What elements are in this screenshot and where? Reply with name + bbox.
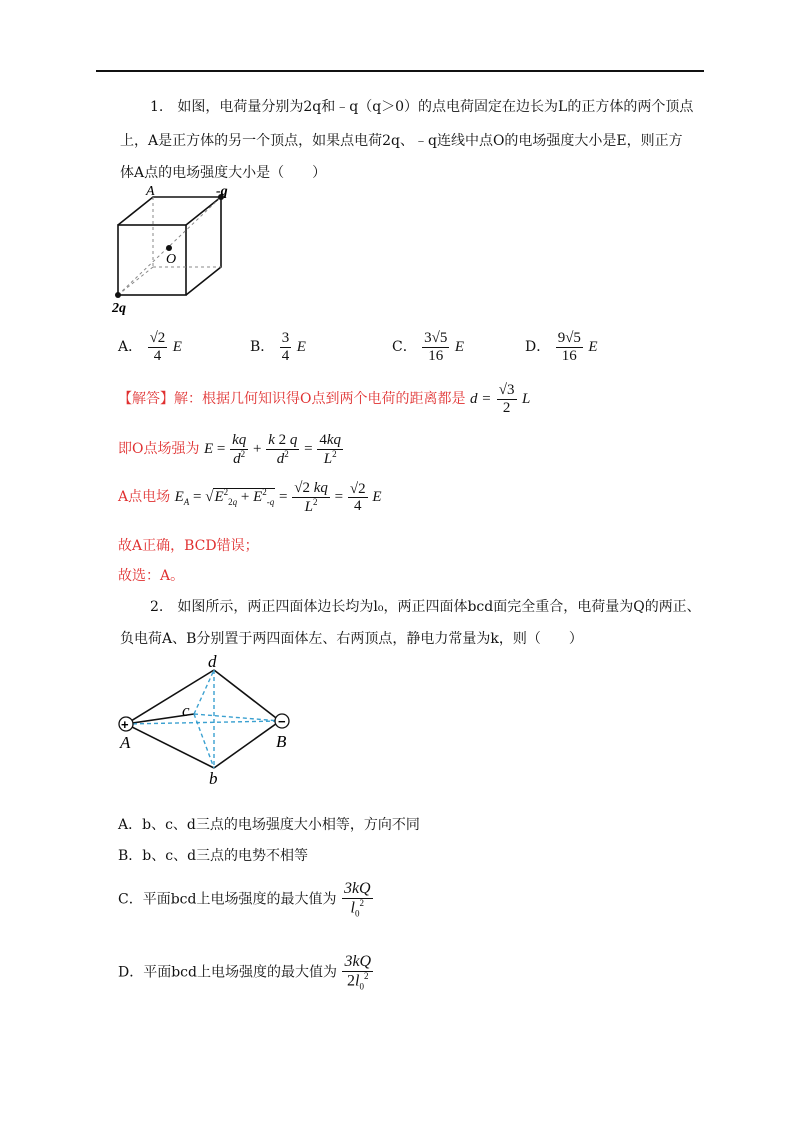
option-numerator: 3√5 [424, 330, 448, 346]
option-letter: C． [392, 339, 417, 355]
charge-2q [115, 292, 121, 298]
q2-option-a[interactable]: A．b、c、d三点的电场强度大小相等，方向不同 [118, 817, 420, 833]
q2-stem-line2: 负电荷A、B分别置于两四面体左、右两顶点，静电力常量为k，则（ ） [120, 631, 583, 647]
edge-a-b-dashed [126, 721, 280, 724]
q2-option-b[interactable]: B．b、c、d三点的电势不相等 [118, 848, 309, 864]
option-letter: B． [250, 339, 275, 355]
q1-option-d[interactable] [525, 330, 598, 364]
cube-top-right-edge [186, 197, 221, 225]
answer-text: 即O点场强为 [118, 440, 200, 457]
label-c: c [182, 701, 190, 720]
option-numerator: 3kQ [343, 880, 371, 897]
point-o [166, 245, 172, 251]
label-a: A [120, 733, 131, 752]
option-numerator: 3 [281, 330, 290, 346]
label-neg-q: -q [216, 185, 228, 199]
q2-option-d[interactable]: D．平面bcd上电场强度的最大值为 $\frac{3kQ}{2l_0^2}$ [118, 953, 372, 992]
answer-numerator: √3 [498, 382, 515, 398]
option-text: D．平面bcd上电场强度的最大值为 [118, 964, 337, 981]
tetrahedron-figure [108, 652, 308, 787]
q1-answer-line4: 故A正确，BCD错误； [118, 538, 259, 554]
answer-denominator: 2 [502, 399, 511, 416]
answer-text: 【解答】解：根据几何知识得O点到两个电荷的距离都是 [118, 391, 466, 407]
edge-b-b [214, 721, 280, 768]
option-denominator: 4 [281, 347, 290, 364]
answer-tail: L [521, 391, 531, 407]
label-b-bottom: b [209, 769, 218, 787]
option-numerator: 9√5 [557, 330, 581, 346]
option-numerator: √2 [149, 330, 166, 346]
q1-stem-line2: 上，A是正方体的另一个顶点，如果点电荷2q、﹣q连线中点O的电场强度大小是E，则正方 [120, 133, 683, 149]
formula-e-a: $E_A = √E^2_{2q} + E^2_{-q}$ = $\frac{√2 kq}{L^2}$ = $\frac{√2}{4}$ E [174, 480, 382, 515]
q1-stem-line3: 体A点的电场强度大小是（ ） [120, 165, 327, 181]
label-a: A [146, 185, 155, 199]
option-var: E [172, 339, 182, 355]
q1-answer-line2 [118, 432, 344, 467]
q1-option-c[interactable] [392, 330, 464, 364]
option-letter: A． [118, 339, 143, 355]
minus-sign: − [278, 714, 286, 729]
option-denominator: 16 [561, 347, 577, 364]
option-letter: D． [525, 339, 551, 355]
option-text: C．平面bcd上电场强度的最大值为 [118, 891, 337, 908]
edge-c-bright-dashed [194, 714, 280, 721]
answer-lhs: d = [469, 391, 492, 407]
label-b-right: B [276, 732, 287, 751]
label-o: O [166, 252, 177, 267]
q1-answer-line1 [118, 382, 530, 416]
q1-stem-line1: 1. 如图，电荷量分别为2q和﹣q（q＞0）的点电荷固定在边长为L的正方体的两个顶点 [150, 99, 694, 115]
q2-option-c[interactable]: C．平面bcd上电场强度的最大值为 $\frac{3kQ}{l_0^2}$ [118, 880, 371, 919]
edge-d-b [214, 670, 280, 721]
option-denominator: 4 [153, 347, 162, 364]
q1-answer-line5: 故选：A。 [118, 568, 185, 584]
formula-e-o: E = $\frac{kq}{d^2}$ + $\frac{k 2 q}{d^2}$ = $\frac{4kq}{L^2}$ [203, 432, 342, 467]
plus-sign: + [121, 717, 129, 732]
label-2q: 2q [112, 301, 126, 315]
q1-answer-line3 [118, 480, 382, 515]
option-var: E [454, 339, 465, 355]
option-denominator: 16 [428, 347, 444, 364]
option-var: E [588, 339, 598, 355]
option-var: E [296, 339, 306, 355]
q1-option-b[interactable] [250, 330, 306, 364]
option-numerator: 3kQ [344, 953, 372, 970]
cube-figure [108, 185, 238, 315]
q1-option-a[interactable] [118, 330, 182, 364]
header-rule [96, 70, 704, 72]
q2-stem-line1: 2. 如图所示，两正四面体边长均为l₀，两正四面体bcd面完全重合，电荷量为Q的两正、 [150, 599, 701, 615]
answer-text: A点电场 [118, 488, 171, 505]
edge-a-d [126, 670, 214, 724]
label-d: d [208, 652, 217, 671]
cube-hidden-depth [118, 267, 153, 295]
